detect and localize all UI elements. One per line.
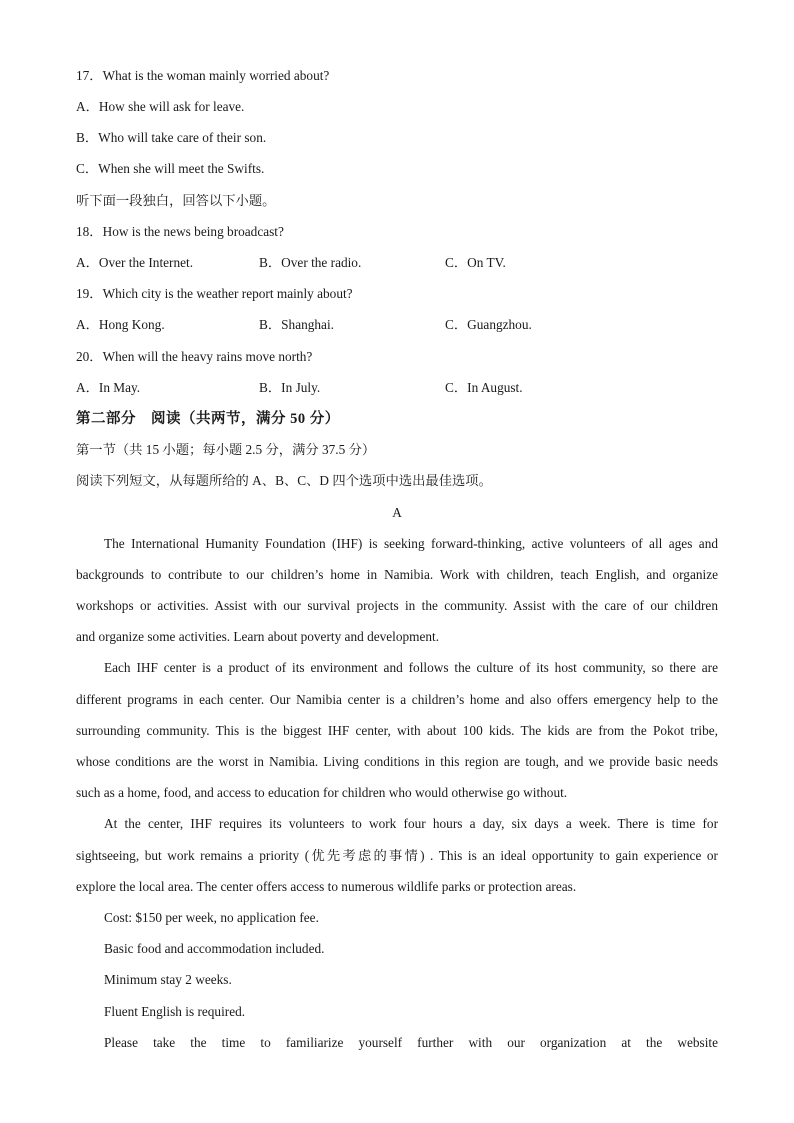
para2-line: Each IHF center is a product of its environment and follows the culture of its host community, so there are (104, 660, 718, 675)
q19-options (76, 317, 718, 333)
para2-line: such as a home, food, and access to education for children who would otherwise go without. (76, 785, 568, 800)
q18-option-b: B．Over the radio. (259, 255, 362, 270)
q17-option-c: C．When she will meet the Swifts. (76, 161, 265, 176)
q18-option-c: C．On TV. (445, 255, 506, 270)
para1-line: backgrounds to contribute to our children’s home in Namibia. Work with children, teach English, and organize (76, 567, 718, 582)
q20-options (76, 380, 718, 396)
section-one-title: 第一节（共 15 小题；每小题 2.5 分，满分 37.5 分） (76, 442, 376, 457)
info-cost: Cost: $150 per week, no application fee. (104, 910, 319, 925)
para1-line: workshops or activities. Assist with our survival projects in the community. Assist with the care of our children (76, 598, 718, 613)
question-19: 19．Which city is the weather report mainly about? (76, 286, 353, 301)
closing-line: Please take the time to familiarize yourself further with our organization at the website (104, 1035, 718, 1050)
question-20: 20．When will the heavy rains move north? (76, 349, 313, 364)
para3-line: explore the local area. The center offers access to numerous wildlife parks or protection areas. (76, 879, 577, 894)
para1-line: The International Humanity Foundation (IHF) is seeking forward-thinking, active volunteers of all ages and (104, 536, 718, 551)
reading-instruction: 阅读下列短文，从每题所给的 A、B、C、D 四个选项中选出最佳选项。 (76, 473, 492, 488)
q19-option-c: C．Guangzhou. (445, 317, 532, 332)
q18-option-a: A．Over the Internet. (76, 255, 194, 270)
part-two-title: 第二部分 阅读（共两节，满分 50 分） (76, 411, 340, 427)
passage-label: A (392, 505, 402, 520)
q19-option-a: A．Hong Kong. (76, 317, 165, 332)
q17-option-b: B．Who will take care of their son. (76, 130, 267, 145)
para2-line: whose conditions are the worst in Namibia. Living conditions in this region are tough, and we provide basic needs (76, 754, 718, 769)
info-stay: Minimum stay 2 weeks. (104, 972, 232, 987)
monologue-instruction: 听下面一段独白，回答以下小题。 (76, 193, 276, 208)
para3-line: At the center, IHF requires its volunteers to work four hours a day, six days a week. There is time for (104, 816, 718, 831)
q20-option-a: A．In May. (76, 380, 141, 395)
q18-options (76, 255, 718, 271)
para2-line: different programs in each center. Our Namibia center is a children’s home and also offers emergency help to the (76, 692, 718, 707)
question-17: 17．What is the woman mainly worried about? (76, 68, 330, 83)
q20-option-b: B．In July. (259, 380, 321, 395)
para3-line: sightseeing, but work remains a priority (优先考虑的事情) . This is an ideal opportunity to gain experience or (76, 848, 718, 863)
q17-option-a: A．How she will ask for leave. (76, 99, 245, 114)
para2-line: surrounding community. This is the biggest IHF center, with about 100 kids. The kids are from the Pokot tribe, (76, 723, 718, 738)
question-18: 18．How is the news being broadcast? (76, 224, 284, 239)
q19-option-b: B．Shanghai. (259, 317, 334, 332)
info-english: Fluent English is required. (104, 1004, 246, 1019)
para1-line: and organize some activities. Learn about poverty and development. (76, 629, 440, 644)
info-food: Basic food and accommodation included. (104, 941, 325, 956)
q20-option-c: C．In August. (445, 380, 523, 395)
